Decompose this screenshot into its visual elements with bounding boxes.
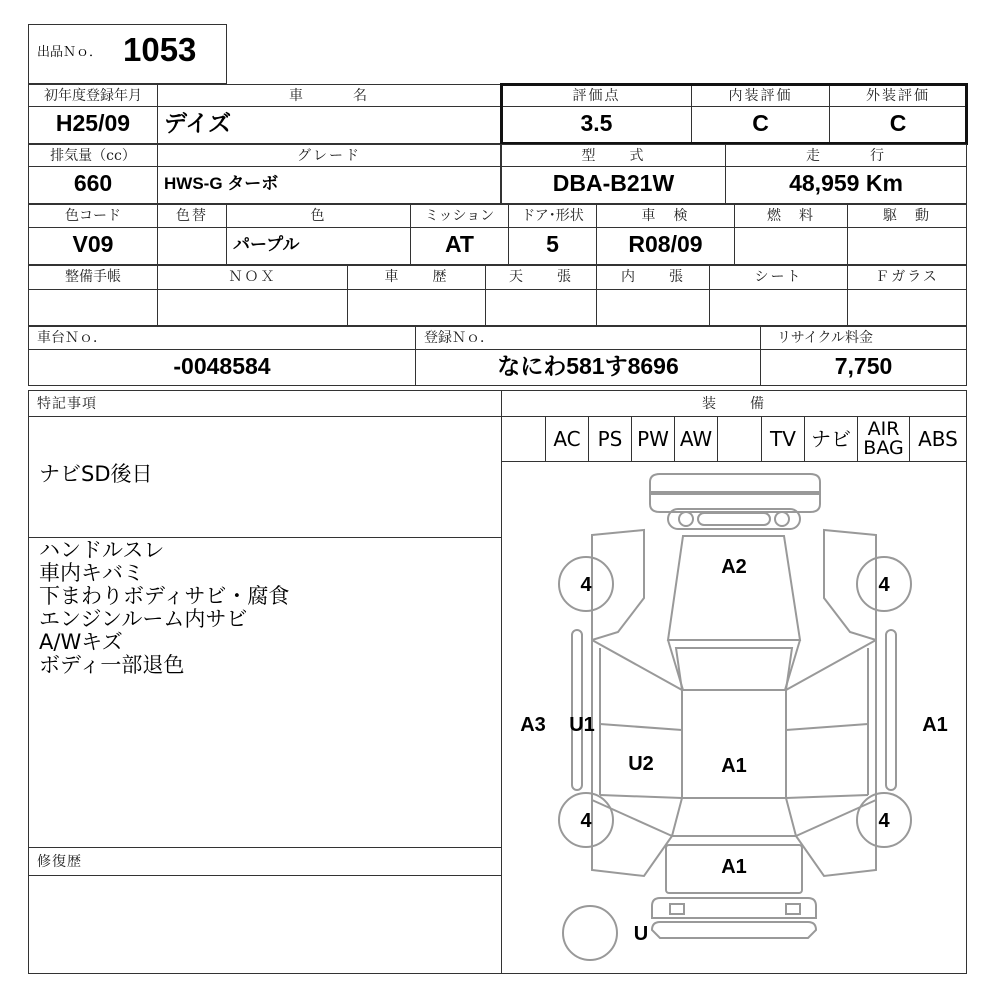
equipment-navi: ナビ bbox=[804, 416, 858, 462]
front-fender-right bbox=[824, 530, 876, 640]
lot-number-value: 1053 bbox=[123, 31, 197, 68]
spare-tire-circle bbox=[563, 906, 617, 960]
left-side-damage: A3 bbox=[520, 714, 546, 736]
headlight-right bbox=[775, 512, 789, 526]
roof-liner-label: 天 張 bbox=[485, 265, 597, 290]
rear-fender-left bbox=[592, 800, 672, 876]
equipment-ps: PS bbox=[588, 416, 632, 462]
windshield bbox=[676, 648, 792, 690]
inspection-label: 車 検 bbox=[596, 204, 735, 228]
grade-label: グレード bbox=[157, 144, 501, 167]
score-label: 評価点 bbox=[501, 84, 692, 107]
remarks-box-2 bbox=[28, 537, 502, 848]
lot-number-label: 出品Ｎｏ． bbox=[37, 45, 103, 60]
doors-value: 5 bbox=[508, 227, 597, 265]
lot-number-box bbox=[28, 24, 227, 84]
transmission-label: ミッション bbox=[410, 204, 509, 228]
rear-plate-left bbox=[670, 904, 684, 914]
displacement-label: 排気量（cc） bbox=[28, 144, 158, 167]
equipment-abs: ABS bbox=[909, 416, 967, 462]
color-code-label: 色コード bbox=[28, 204, 158, 228]
car-diagram-box bbox=[501, 461, 967, 974]
service-book-label: 整備手帳 bbox=[28, 265, 158, 290]
registration-label: 登録Ｎｏ． bbox=[415, 326, 761, 350]
history-value bbox=[347, 289, 486, 326]
inspection-value: R08/09 bbox=[596, 227, 735, 265]
front-bumper-outline bbox=[650, 474, 820, 492]
equipment-label: 装 備 bbox=[501, 390, 967, 417]
remarks-line: ボディ一部退色 bbox=[39, 653, 185, 677]
car-name-label: 車 名 bbox=[157, 84, 501, 107]
remarks-line: 下まわりボディサビ・腐食 bbox=[39, 584, 290, 608]
roof-liner-value bbox=[485, 289, 597, 326]
seat-label: シート bbox=[709, 265, 848, 290]
first-reg-value: H25/09 bbox=[28, 106, 158, 144]
headlight-left bbox=[679, 512, 693, 526]
remarks-box-1 bbox=[28, 416, 502, 538]
equipment-blank-2 bbox=[717, 416, 762, 462]
equipment-ac: AC bbox=[545, 416, 589, 462]
front-fender-left bbox=[592, 530, 644, 640]
side-right-door bbox=[786, 724, 868, 798]
mirror-right bbox=[886, 630, 896, 790]
exterior-grade-label: 外装評価 bbox=[829, 84, 967, 107]
color-code-value: V09 bbox=[28, 227, 158, 265]
interior-grade-value: C bbox=[691, 106, 830, 144]
equipment-airbag-label: AIR BAG bbox=[863, 418, 904, 459]
displacement-value: 660 bbox=[28, 166, 158, 204]
recolor-value bbox=[157, 227, 227, 265]
roof-outline bbox=[682, 690, 786, 798]
right-side-damage: A1 bbox=[922, 714, 948, 736]
mirror-left bbox=[572, 630, 582, 790]
service-book-value bbox=[28, 289, 158, 326]
tire-front-left-grade: 4 bbox=[580, 574, 592, 596]
equipment-airbag bbox=[857, 416, 910, 462]
history-label: 車 歴 bbox=[347, 265, 486, 290]
seat-value bbox=[709, 289, 848, 326]
tire-rear-right-grade: 4 bbox=[878, 810, 890, 832]
side-right-outer bbox=[868, 640, 876, 800]
remarks-line: ハンドルスレ bbox=[39, 538, 165, 562]
recycle-label: リサイクル料金 bbox=[760, 326, 967, 350]
car-diagram bbox=[501, 461, 967, 974]
f-glass-label: Ｆガラス bbox=[847, 265, 967, 290]
equipment-pw: PW bbox=[631, 416, 675, 462]
drive-value bbox=[847, 227, 967, 265]
car-name-value: デイズ bbox=[157, 106, 501, 144]
registration-value: なにわ581す8696 bbox=[415, 349, 761, 386]
a-pillar-left bbox=[592, 640, 683, 690]
equipment-tv: TV bbox=[761, 416, 805, 462]
transmission-value: AT bbox=[410, 227, 509, 265]
color-label: 色 bbox=[226, 204, 411, 228]
recycle-value: 7,750 bbox=[760, 349, 967, 386]
tire-rear-left-grade: 4 bbox=[580, 810, 592, 832]
mileage-value: 48,959 Km bbox=[725, 166, 967, 204]
remarks-note-1: ナビSD後日 bbox=[39, 462, 153, 486]
roof-damage: A1 bbox=[721, 755, 747, 777]
remarks-line: 車内キバミ bbox=[39, 561, 144, 585]
equipment-blank-1 bbox=[501, 416, 546, 462]
remarks-line: エンジンルーム内サビ bbox=[39, 607, 248, 631]
chassis-label: 車台Ｎｏ． bbox=[28, 326, 416, 350]
interior-liner-value bbox=[596, 289, 710, 326]
drive-label: 駆 動 bbox=[847, 204, 967, 228]
a-pillar-right bbox=[785, 640, 876, 690]
doors-label: ドア･形状 bbox=[508, 204, 597, 228]
model-value: DBA-B21W bbox=[501, 166, 726, 204]
fuel-value bbox=[734, 227, 848, 265]
interior-grade-label: 内装評価 bbox=[691, 84, 830, 107]
interior-liner-label: 内 張 bbox=[596, 265, 710, 290]
tire-front-right-grade: 4 bbox=[878, 574, 890, 596]
spare-damage: U bbox=[633, 923, 649, 945]
fuel-label: 燃 料 bbox=[734, 204, 848, 228]
chassis-value: -0048584 bbox=[28, 349, 416, 386]
trunk-damage: A1 bbox=[721, 856, 747, 878]
hood-damage: A2 bbox=[721, 556, 747, 578]
left-u-damage: U1 bbox=[569, 714, 595, 736]
f-glass-value bbox=[847, 289, 967, 326]
exterior-grade-value: C bbox=[829, 106, 967, 144]
grade-value: HWS-G ターボ bbox=[157, 166, 501, 204]
front-plate bbox=[698, 513, 770, 525]
color-value: パープル bbox=[226, 227, 411, 265]
remarks-label: 特記事項 bbox=[28, 390, 502, 417]
rear-window bbox=[672, 798, 796, 836]
nox-label: ＮＯＸ bbox=[157, 265, 348, 290]
model-label: 型 式 bbox=[501, 144, 726, 167]
score-value: 3.5 bbox=[501, 106, 692, 144]
equipment-aw: AW bbox=[674, 416, 718, 462]
remarks-line: A/Wキズ bbox=[39, 630, 123, 654]
first-reg-label: 初年度登録年月 bbox=[28, 84, 158, 107]
rear-bumper-lower bbox=[652, 922, 816, 938]
hood-outline bbox=[668, 536, 800, 640]
left-door-damage: U2 bbox=[628, 753, 654, 775]
nox-value bbox=[157, 289, 348, 326]
repair-history-box bbox=[28, 875, 502, 974]
recolor-label: 色替 bbox=[157, 204, 227, 228]
rear-plate-right bbox=[786, 904, 800, 914]
repair-history-label: 修復歴 bbox=[28, 847, 502, 876]
mileage-label: 走 行 bbox=[725, 144, 967, 167]
